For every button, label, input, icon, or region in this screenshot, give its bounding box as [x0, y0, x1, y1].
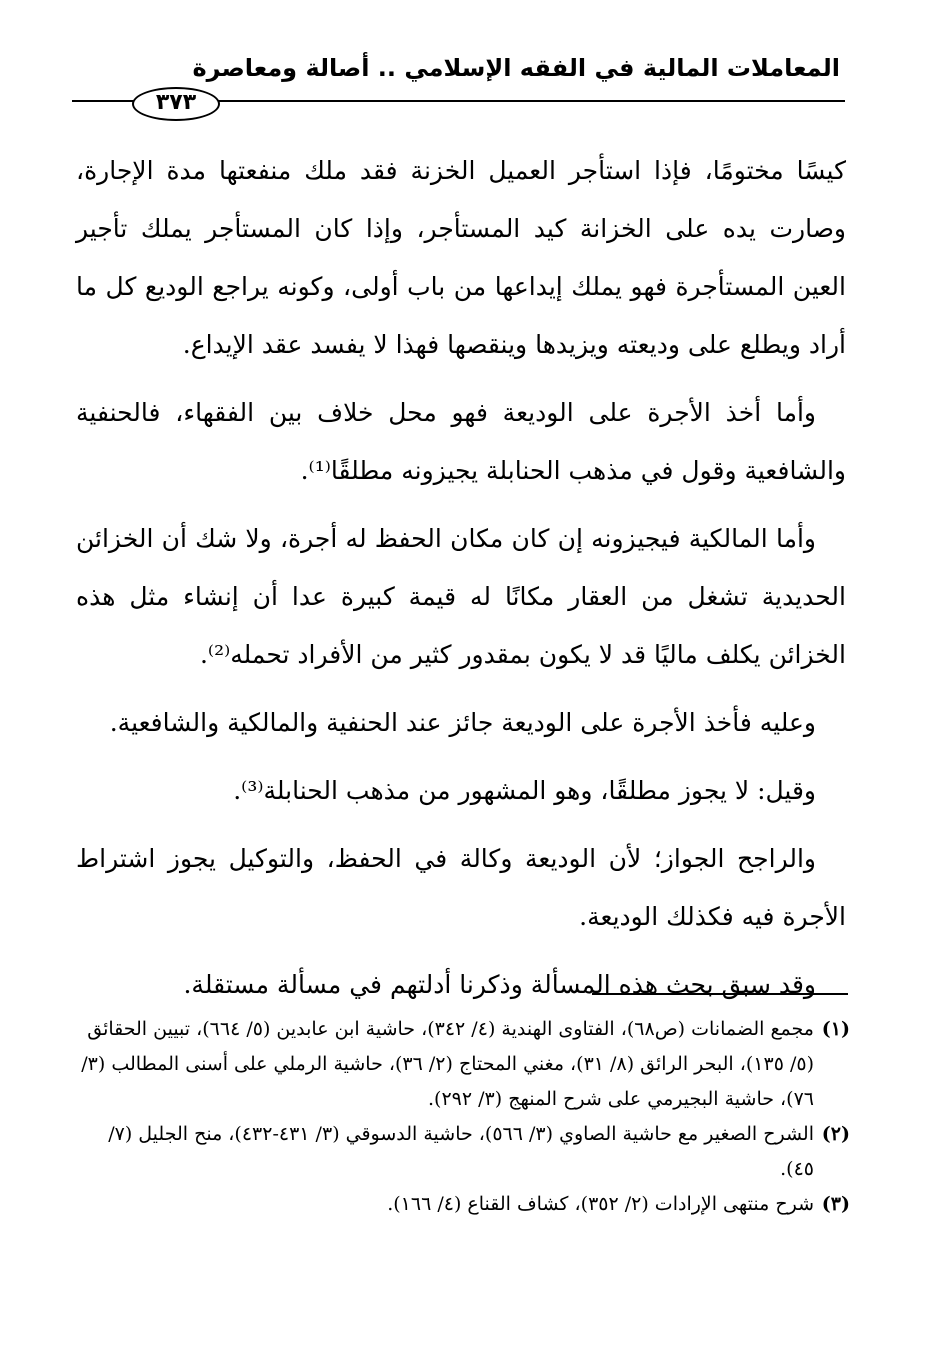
footnote-text: شرح منتهى الإرادات (٢/ ٣٥٢)، كشاف القناع (٤/ ١٦٦). [387, 1193, 814, 1215]
footnote-marker: (٣) [821, 1193, 850, 1215]
footnote-text: مجمع الضمانات (ص٦٨)، الفتاوى الهندية (٤/ ٣٤٢)، حاشية ابن عابدين (٥/ ٦٦٤)، تبيين الحقائق (٥/ ١٣٥)، البحر الرائق (٨/ ٣١)، مغني المحتاج (٢/ ٣٦)، حاشية الرملي على أسنى المطالب (٣/ ٧٦)، حاشية البجيرمي على شرح المنهج (٣/ ٢٩٢). [81, 1018, 814, 1110]
footnotes [80, 1012, 850, 1222]
running-title: المعاملات المالية في الفقه الإسلامي .. أصالة ومعاصرة [192, 54, 840, 82]
footnote [80, 1012, 850, 1117]
footnote-separator [592, 993, 848, 995]
footnote-text: الشرح الصغير مع حاشية الصاوي (٣/ ٥٦٦)، حاشية الدسوقي (٣/ ٤٣١-٤٣٢)، منح الجليل (٧/ ٤٥). [108, 1123, 814, 1180]
paragraph: كيسًا مختومًا، فإذا استأجر العميل الخزنة فقد ملك منفعتها مدة الإجارة، وصارت يده على الخزانة كيد المستأجر، وإذا كان المستأجر يملك تأجير العين المستأجرة فهو يملك إيداعها من باب أولى، وكونه يراجع الوديع كل ما أراد ويطلع على وديعته ويزيدها وينقصها فهذا لا يفسد عقد الإيداع. [76, 156, 846, 359]
page-number: ٣٧٣ [132, 87, 220, 121]
paragraph: وعليه فأخذ الأجرة على الوديعة جائز عند الحنفية والمالكية والشافعية. [109, 708, 816, 737]
paragraph: وقد سبق بحث هذه المسألة وذكرنا أدلتهم في مسألة مستقلة. [183, 970, 816, 999]
main-text [76, 142, 846, 1024]
paragraph: وقيل: لا يجوز مطلقًا، وهو المشهور من مذهب الحنابلة⁽³⁾. [233, 776, 816, 805]
paragraph: والراجح الجواز؛ لأن الوديعة وكالة في الحفظ، والتوكيل يجوز اشتراط الأجرة فيه فكذلك الوديعة. [76, 844, 846, 931]
footnote-marker: (١) [821, 1018, 850, 1040]
paragraph: وأما المالكية فيجيزونه إن كان مكان الحفظ له أجرة، ولا شك أن الخزائن الحديدية تشغل من العقار مكانًا له قيمة كبيرة عدا أن إنشاء مثل هذه الخزائن يكلف ماليًا قد لا يكون بمقدور كثير من الأفراد تحمله⁽²⁾. [76, 524, 846, 669]
footnote-marker: (٢) [821, 1123, 850, 1145]
footnote [80, 1117, 850, 1187]
footnote [80, 1187, 850, 1222]
paragraph: وأما أخذ الأجرة على الوديعة فهو محل خلاف بين الفقهاء، فالحنفية والشافعية وقول في مذهب الحنابلة يجيزونه مطلقًا⁽¹⁾. [76, 398, 846, 485]
